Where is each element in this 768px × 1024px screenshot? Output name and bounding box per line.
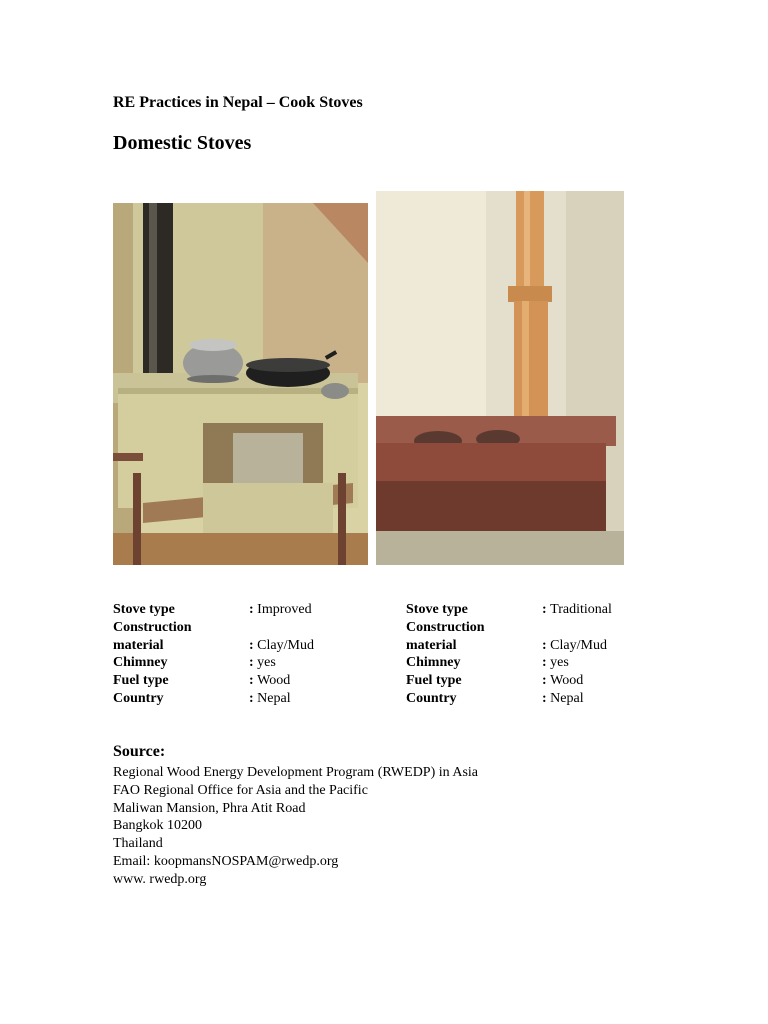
spec-value: : yes [542,655,569,671]
spec-row [113,619,373,637]
spec-row [113,690,373,708]
page-header: RE Practices in Nepal – Cook Stoves [113,94,363,111]
spec-value-text: yes [550,655,569,671]
spec-label: Chimney [406,655,461,671]
spec-row [406,690,646,708]
spec-value-text: Improved [257,602,312,617]
spec-row [113,601,373,619]
spec-label: Stove type [113,602,175,617]
improved-stove-photo [113,203,368,565]
source-email: Email: koopmansNOSPAM@rwedp.org [113,853,339,869]
spec-value-text: Wood [550,673,584,689]
spec-value-text: yes [257,655,276,671]
traditional-stove-specs [406,601,646,708]
spec-row [113,672,373,690]
spec-label: Fuel type [113,673,169,689]
traditional-stove-photo [376,191,624,565]
improved-stove-specs [113,601,373,708]
spec-label: material [406,637,457,653]
spec-row [113,654,373,672]
spec-value: : Wood [249,673,291,689]
spec-value-text: Clay/Mud [257,637,314,653]
spec-row [406,619,646,637]
spec-value: : Traditional [542,602,612,617]
spec-label: Country [113,690,164,706]
spec-label: Construction [113,619,192,635]
source-line: Bangkok 10200 [113,818,203,834]
spec-value: : Improved [249,602,312,617]
source-line: Regional Wood Energy Development Program (RWEDP) in Asia [113,765,479,780]
spec-label: material [113,637,164,653]
source-line: FAO Regional Office for Asia and the Pacific [113,782,368,798]
spec-label: Fuel type [406,673,462,689]
page-title: Domestic Stoves [113,132,252,154]
spec-row [406,637,646,655]
source-line: Maliwan Mansion, Phra Atit Road [113,800,306,816]
spec-row [113,637,373,655]
spec-value: : Nepal [249,690,291,706]
source-heading: Source: [113,743,166,760]
spec-row [406,672,646,690]
source-line: Thailand [113,836,163,852]
spec-value-text: Nepal [550,690,584,706]
spec-value-text: Traditional [550,602,612,617]
spec-label: Stove type [406,602,468,617]
spec-value: : Clay/Mud [249,637,314,653]
spec-label: Chimney [113,655,168,671]
spec-value-text: Clay/Mud [550,637,607,653]
source-block [113,764,478,889]
spec-value-text: Nepal [257,690,291,706]
spec-label: Construction [406,619,485,635]
spec-row [406,654,646,672]
spec-value: : Nepal [542,690,584,706]
spec-value: : yes [249,655,276,671]
spec-value: : Wood [542,673,584,689]
spec-value-text: Wood [257,673,291,689]
spec-row [406,601,646,619]
spec-label: Country [406,690,457,706]
source-website: www. rwedp.org [113,871,207,887]
spec-value: : Clay/Mud [542,637,607,653]
